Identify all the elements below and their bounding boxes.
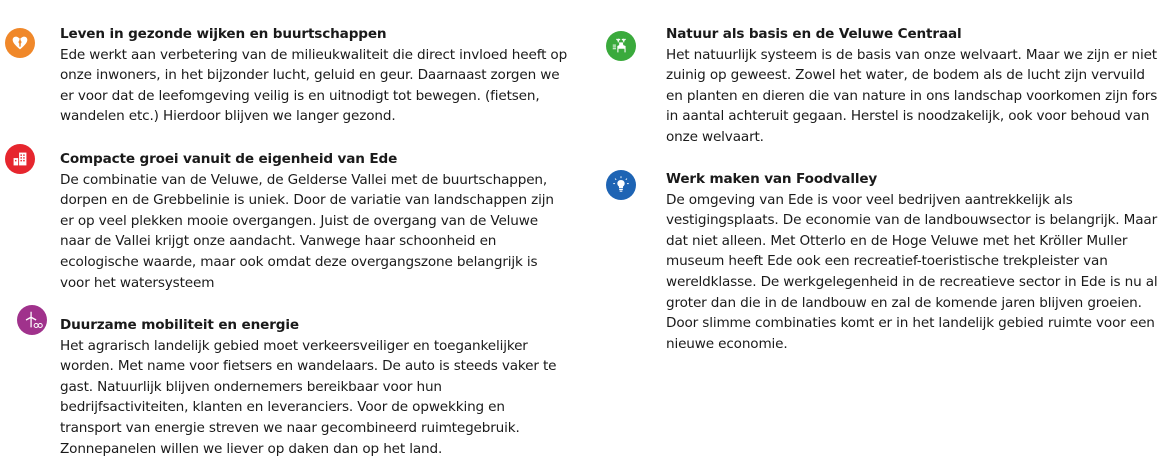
- deer-icon: [606, 31, 636, 61]
- city-buildings-icon: [5, 144, 35, 174]
- section-title: Compacte groei vanuit de eigenheid van Ede: [60, 151, 398, 167]
- wind-turbine-bike-icon: [17, 305, 47, 335]
- section-body: De combinatie van de Veluwe, de Gelderse Vallei met de buurtschappen, dorpen en de Grebbelinie is uniek. Door de variatie van landschappen zijn er op veel plekken mooie overgangen. Juist de overgang van de Veluwe naar de Vallei krijgt onze aandacht. Vanwege haar schoonheid en ecologische waarde, maar ook omdat deze overgangszone belangrijk is voor het watersysteem: [60, 171, 554, 291]
- heart-hands-icon: [5, 28, 35, 58]
- section-title: Natuur als basis en de Veluwe Centraal: [666, 26, 962, 42]
- section-title: Leven in gezonde wijken en buurtschappen: [60, 26, 387, 42]
- section-body: De omgeving van Ede is voor veel bedrijven aantrekkelijk als vestigingsplaats. De economie van de landbouwsector is belangrijk. Maar dat niet alleen. Met Otterlo en de Hoge Veluwe met het Kröller Muller museum heeft Ede ook een recreatief-toeristische trekpleister van wereldklasse. De werkgelegenheid in de recreatieve sector in Ede is nu al groter dan die in de landbouw en zal de komende jaren blijven groeien. Door slimme combinaties komt er in het landelijk gebied ruimte voor een nieuwe economie.: [666, 191, 1158, 352]
- section-body: Ede werkt aan verbetering van de milieukwaliteit die direct invloed heeft op onze inwoners, in het bijzonder lucht, geluid en geur. Daarnaast zorgen we er voor dat de leefomgeving veilig is en uitnodigt tot bewegen. (fietsen, wandelen etc.) Hierdoor blijven we langer gezond.: [60, 46, 568, 125]
- section-title: Werk maken van Foodvalley: [666, 171, 878, 187]
- section-body: Het natuurlijk systeem is de basis van onze welvaart. Maar we zijn er niet zuinig op geweest. Zowel het water, de bodem als de lucht zijn vervuild en planten en dieren die van nature in ons landschap voorkomen zijn fors in aantal achteruit gegaan. Herstel is noodzakelijk, ook voor behoud van onze welvaart.: [666, 46, 1158, 145]
- section-title: Duurzame mobiliteit en energie: [60, 317, 299, 333]
- section-body: Het agrarisch landelijk gebied moet verkeersveiliger en toegankelijker worden. Met name voor fietsers en wandelaars. De auto is steeds vaker te gast. Natuurlijk blijven ondernemers bereikbaar voor hun bedrijfsactiviteiten, klanten en leveranciers. Voor de opwekking en transport van energie streven we naar gecombineerd ruimtegebruik. Zonnepanelen willen we liever op daken dan op het land.: [60, 337, 557, 457]
- lightbulb-icon: [606, 170, 636, 200]
